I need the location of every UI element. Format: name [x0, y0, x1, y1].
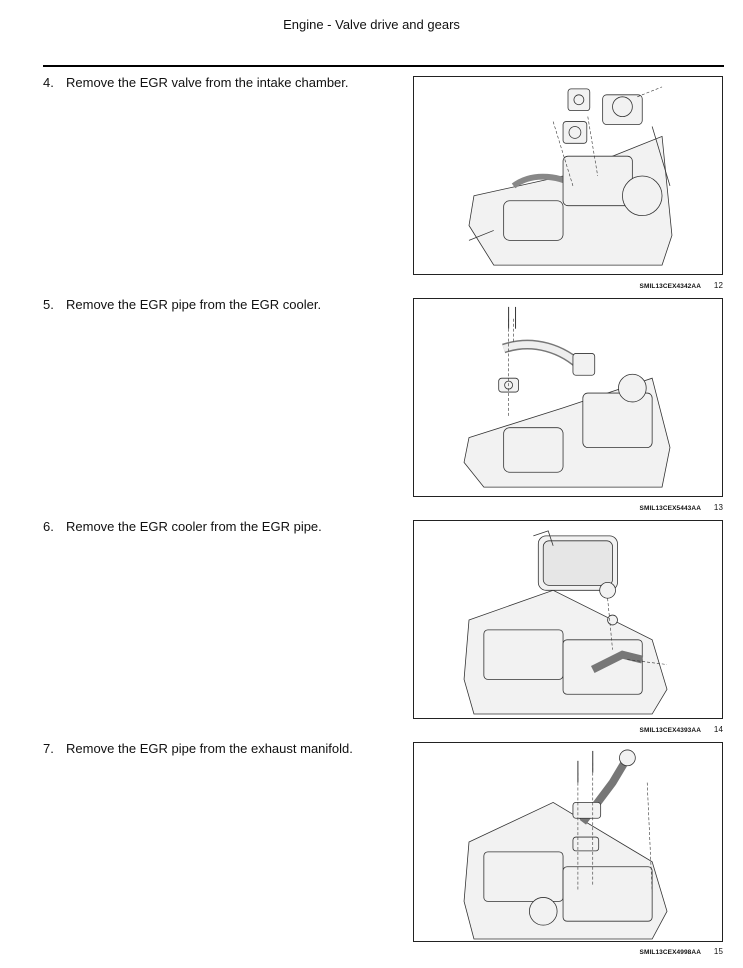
engine-illustration-icon [414, 299, 722, 496]
figure-code: SMIL13CEX5443AA [639, 505, 701, 512]
figure-code: SMIL13CEX4342AA [639, 283, 701, 290]
step-5 [43, 297, 321, 312]
header-rule [43, 65, 724, 67]
figure-code: SMIL13CEX4393AA [639, 727, 701, 734]
step-6 [43, 519, 322, 534]
figure-13-egr-pipe-illustration [413, 298, 723, 497]
figure-15-egr-pipe-manifold-illustration [413, 742, 723, 942]
step-number: 6. [43, 519, 54, 534]
step-text: Remove the EGR pipe from the EGR cooler. [66, 297, 322, 312]
page-title: Engine - Valve drive and gears [283, 17, 460, 32]
figure-15-caption [413, 947, 723, 956]
step-number: 7. [43, 741, 54, 756]
step-text: Remove the EGR cooler from the EGR pipe. [66, 519, 322, 534]
step-7 [43, 741, 353, 756]
figure-13-caption [413, 503, 723, 512]
step-number: 4. [43, 75, 54, 90]
step-4 [43, 75, 349, 90]
step-text: Remove the EGR valve from the intake chamber. [66, 75, 349, 90]
engine-illustration-icon [414, 77, 722, 274]
figure-code: SMIL13CEX4998AA [639, 949, 701, 956]
figure-12-egr-valve-illustration [413, 76, 723, 275]
figure-number: 12 [713, 281, 723, 290]
figure-number: 14 [713, 725, 723, 734]
engine-illustration-icon [414, 521, 722, 718]
step-number: 5. [43, 297, 54, 312]
figure-14-egr-cooler-illustration [413, 520, 723, 719]
figure-number: 15 [713, 947, 723, 956]
figure-14-caption [413, 725, 723, 734]
figure-12-caption [413, 281, 723, 290]
figure-number: 13 [713, 503, 723, 512]
step-text: Remove the EGR pipe from the exhaust manifold. [66, 741, 353, 756]
engine-illustration-icon [414, 743, 722, 941]
